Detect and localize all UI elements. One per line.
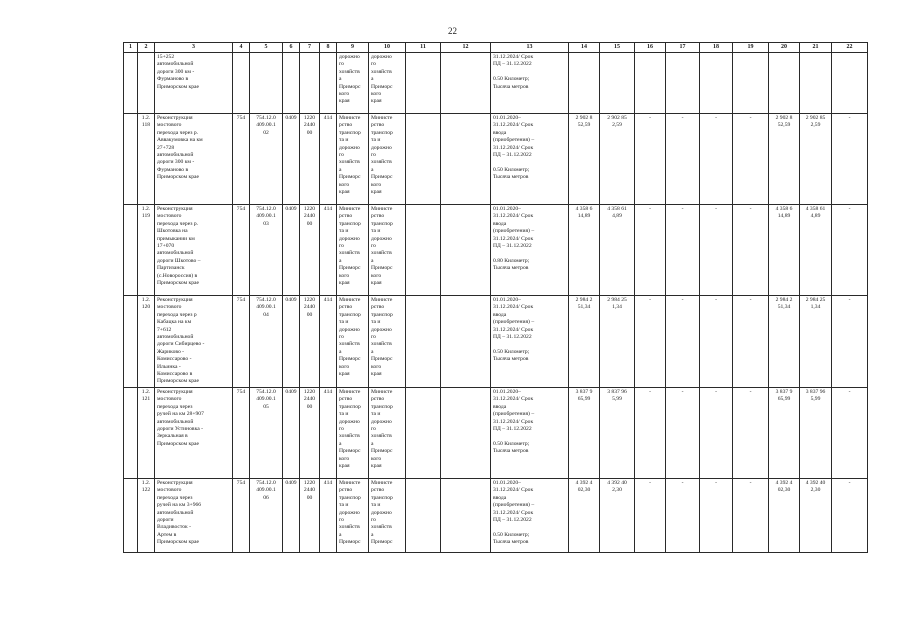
- table-cell-col-19: -: [733, 205, 769, 296]
- table-cell-col-3: Реконструкция мостового перехода через р. Аввакумовка на км 27+728 автомобильной дороги 300 км - Фурманово в Приморском крае: [155, 114, 233, 205]
- table-cell-col-7: 1220 2440 00: [300, 205, 320, 296]
- table-cell-col-10: дорожно го хозяйств а Приморс кого края: [369, 53, 406, 114]
- page-number: 22: [448, 26, 457, 36]
- table-cell-col-7: 1220 2440 00: [300, 296, 320, 388]
- table-cell-col-10: Министе рство транспор та и дорожно го хозяйств а Приморс кого края: [369, 205, 406, 296]
- table-cell-col-16: -: [635, 296, 666, 388]
- table-cell-col-22: -: [832, 296, 868, 388]
- table-cell-col-11: [406, 53, 441, 114]
- table-cell-col-17: [666, 53, 700, 114]
- table-cell-col-18: -: [700, 205, 733, 296]
- table-cell-col-7: 1220 2440 00: [300, 387, 320, 478]
- table-cell-col-15: 4 392 40 2,30: [600, 478, 635, 552]
- column-number-1: 1: [124, 43, 138, 53]
- table-cell-col-20: 4 358 6 14,89: [769, 205, 800, 296]
- table-cell-col-12: [441, 205, 491, 296]
- table-cell-col-4: 754: [233, 387, 250, 478]
- table-cell-col-12: [441, 296, 491, 388]
- table-cell-col-10: Министе рство транспор та и дорожно го хозяйств а Приморс: [369, 478, 406, 552]
- table-cell-col-18: -: [700, 478, 733, 552]
- table-cell-col-15: 2 984 25 1,34: [600, 296, 635, 388]
- table-row: [124, 53, 868, 114]
- table-cell-col-20: 2 984 2 51,34: [769, 296, 800, 388]
- table-cell-col-8: 414: [320, 387, 337, 478]
- table-cell-col-6: 0409: [283, 205, 300, 296]
- table-row: [124, 205, 868, 296]
- table-cell-col-12: [441, 53, 491, 114]
- table-cell-col-14: 3 837 9 65,99: [569, 387, 600, 478]
- table-cell-col-22: -: [832, 478, 868, 552]
- table-cell-col-6: 0409: [283, 296, 300, 388]
- table-cell-col-18: -: [700, 114, 733, 205]
- table-cell-col-17: -: [666, 478, 700, 552]
- table-cell-col-14: 4 358 6 14,89: [569, 205, 600, 296]
- table-cell-col-5: 754.12.0 409.00.1 03: [250, 205, 283, 296]
- column-number-5: 5: [250, 43, 283, 53]
- table-cell-col-13: 31.12.2024/ Срок ПД – 31.12.2022 0.50 Километр; Тысяча метров: [491, 53, 569, 114]
- table-cell-col-4: 754: [233, 205, 250, 296]
- table-cell-col-5: 754.12.0 409.00.1 06: [250, 478, 283, 552]
- table-cell-col-16: -: [635, 478, 666, 552]
- column-number-2: 2: [138, 43, 155, 53]
- table-cell-col-18: [700, 53, 733, 114]
- table-cell-col-22: -: [832, 114, 868, 205]
- column-number-12: 12: [441, 43, 491, 53]
- table-cell-col-9: Министе рство транспор та и дорожно го хозяйств а Приморс: [337, 478, 369, 552]
- column-number-13: 13: [491, 43, 569, 53]
- table-cell-col-3: Реконструкция мостового перехода через ручей на км 3+966 автомобильной дороги Владивосток - Артем в Приморском крае: [155, 478, 233, 552]
- register-table: [123, 42, 868, 553]
- table-cell-col-5: 754.12.0 409.00.1 04: [250, 296, 283, 388]
- table-cell-col-13: 01.01.2020– 31.12.2024/ Срок ввода (приобретения) – 31.12.2024/ Срок ПД – 31.12.2022 0.50 Километр; Тысяча метров: [491, 387, 569, 478]
- table-cell-col-15: 2 902 85 2,59: [600, 114, 635, 205]
- table-cell-col-13: 01.01.2020– 31.12.2024/ Срок ввода (приобретения) – 31.12.2024/ Срок ПД – 31.12.2022 0.50 Километр; Тысяча метров: [491, 296, 569, 388]
- table-cell-col-21: 4 392 40 2,30: [800, 478, 832, 552]
- column-number-11: 11: [406, 43, 441, 53]
- table-row: [124, 296, 868, 388]
- table-cell-col-5: 754.12.0 409.00.1 05: [250, 387, 283, 478]
- table-cell-col-13: 01.01.2020– 31.12.2024/ Срок ввода (приобретения) – 31.12.2024/ Срок ПД – 31.12.2022 0.80 Километр; Тысяча метров: [491, 205, 569, 296]
- column-number-18: 18: [700, 43, 733, 53]
- table-cell-col-19: -: [733, 296, 769, 388]
- table-cell-col-13: 01.01.2020– 31.12.2024/ Срок ввода (приобретения) – 31.12.2024/ Срок ПД – 31.12.2022 0.50 Километр; Тысяча метров: [491, 478, 569, 552]
- column-number-17: 17: [666, 43, 700, 53]
- column-number-6: 6: [283, 43, 300, 53]
- table-cell-col-18: -: [700, 296, 733, 388]
- table-cell-col-6: 0409: [283, 114, 300, 205]
- table-cell-col-6: 0409: [283, 478, 300, 552]
- table-cell-col-7: [300, 53, 320, 114]
- table-row: [124, 114, 868, 205]
- table-cell-col-8: 414: [320, 478, 337, 552]
- table-cell-col-8: [320, 53, 337, 114]
- table-cell-col-5: [250, 53, 283, 114]
- table-cell-col-11: [406, 387, 441, 478]
- table-cell-col-19: -: [733, 478, 769, 552]
- table-cell-col-1: [124, 114, 138, 205]
- table-cell-col-21: [800, 53, 832, 114]
- table-cell-col-14: 4 392 4 02,30: [569, 478, 600, 552]
- table-cell-col-11: [406, 114, 441, 205]
- table-cell-col-22: -: [832, 387, 868, 478]
- table-cell-col-16: -: [635, 114, 666, 205]
- table-cell-col-6: 0409: [283, 387, 300, 478]
- table-cell-col-2: 1.2. 119: [138, 205, 155, 296]
- table-cell-col-17: -: [666, 296, 700, 388]
- table-cell-col-1: [124, 296, 138, 388]
- table-cell-col-4: 754: [233, 478, 250, 552]
- column-number-14: 14: [569, 43, 600, 53]
- table-cell-col-4: 754: [233, 296, 250, 388]
- table-cell-col-22: [832, 53, 868, 114]
- table-cell-col-11: [406, 296, 441, 388]
- column-number-20: 20: [769, 43, 800, 53]
- table-cell-col-3: Реконструкция мостового перехода через р Кабацка на км 7+612 автомобильной дороги Сибирцево - Жариково - Комиссарово - Ильинка - Комиссарово в Приморском крае: [155, 296, 233, 388]
- table-cell-col-15: [600, 53, 635, 114]
- table-cell-col-2: 1.2. 121: [138, 387, 155, 478]
- table-cell-col-8: 414: [320, 114, 337, 205]
- table-cell-col-9: дорожно го хозяйств а Приморс кого края: [337, 53, 369, 114]
- table-cell-col-6: [283, 53, 300, 114]
- table-cell-col-2: [138, 53, 155, 114]
- column-number-7: 7: [300, 43, 320, 53]
- table-cell-col-14: 2 902 8 52,59: [569, 114, 600, 205]
- table-cell-col-20: 2 902 8 52,59: [769, 114, 800, 205]
- table-cell-col-4: 754: [233, 114, 250, 205]
- column-number-22: 22: [832, 43, 868, 53]
- table-cell-col-4: [233, 53, 250, 114]
- table-cell-col-10: Министе рство транспор та и дорожно го хозяйств а Приморс кого края: [369, 296, 406, 388]
- table-cell-col-22: -: [832, 205, 868, 296]
- column-number-8: 8: [320, 43, 337, 53]
- table-cell-col-16: -: [635, 387, 666, 478]
- column-number-header-row: [124, 43, 868, 53]
- table-cell-col-19: -: [733, 387, 769, 478]
- table-cell-col-15: 4 358 61 4,89: [600, 205, 635, 296]
- table-row: [124, 387, 868, 478]
- table-cell-col-8: 414: [320, 205, 337, 296]
- column-number-15: 15: [600, 43, 635, 53]
- table-cell-col-12: [441, 387, 491, 478]
- table-cell-col-1: [124, 205, 138, 296]
- table-cell-col-3: Реконструкция мостового перехода через ручей на км 28+907 автомобильной дороги Устиновка - Зеркальная в Приморском крае: [155, 387, 233, 478]
- table-cell-col-20: 3 837 9 65,99: [769, 387, 800, 478]
- table-cell-col-2: 1.2. 120: [138, 296, 155, 388]
- table-cell-col-3: 15+252 автомобильной дороги 300 км - Фурманово в Приморском крае: [155, 53, 233, 114]
- table-cell-col-10: Министе рство транспор та и дорожно го хозяйств а Приморс кого края: [369, 114, 406, 205]
- column-number-21: 21: [800, 43, 832, 53]
- table-row: [124, 478, 868, 552]
- table-cell-col-11: [406, 478, 441, 552]
- table-cell-col-21: 2 984 25 1,34: [800, 296, 832, 388]
- table-cell-col-11: [406, 205, 441, 296]
- table-cell-col-14: 2 984 2 51,34: [569, 296, 600, 388]
- table-cell-col-19: [733, 53, 769, 114]
- table-cell-col-7: 1220 2440 00: [300, 478, 320, 552]
- table-cell-col-1: [124, 53, 138, 114]
- column-number-3: 3: [155, 43, 233, 53]
- table-cell-col-17: -: [666, 205, 700, 296]
- table-cell-col-21: 2 902 85 2,59: [800, 114, 832, 205]
- table-cell-col-2: 1.2. 122: [138, 478, 155, 552]
- column-number-4: 4: [233, 43, 250, 53]
- table-cell-col-8: 414: [320, 296, 337, 388]
- table-cell-col-3: Реконструкция мостового перехода через р. Шкотовка на примыкании км 17+070 автомобильной дороги Шкотово – Партизанск (с.Новороссия) в Приморском крае: [155, 205, 233, 296]
- table-cell-col-18: -: [700, 387, 733, 478]
- table-cell-col-17: -: [666, 387, 700, 478]
- table-cell-col-13: 01.01.2020– 31.12.2024/ Срок ввода (приобретения) – 31.12.2024/ Срок ПД – 31.12.2022 0.50 Километр; Тысяча метров: [491, 114, 569, 205]
- table-cell-col-2: 1.2. 118: [138, 114, 155, 205]
- table-cell-col-1: [124, 387, 138, 478]
- table-cell-col-17: -: [666, 114, 700, 205]
- table-cell-col-7: 1220 2440 00: [300, 114, 320, 205]
- column-number-10: 10: [369, 43, 406, 53]
- table-cell-col-20: 4 392 4 02,30: [769, 478, 800, 552]
- table-cell-col-19: -: [733, 114, 769, 205]
- table-cell-col-9: Министе рство транспор та и дорожно го хозяйств а Приморс кого края: [337, 387, 369, 478]
- table-cell-col-10: Министе рство транспор та и дорожно го хозяйств а Приморс кого края: [369, 387, 406, 478]
- table-cell-col-12: [441, 478, 491, 552]
- table-cell-col-15: 3 837 96 5,99: [600, 387, 635, 478]
- table-cell-col-9: Министе рство транспор та и дорожно го хозяйств а Приморс кого края: [337, 114, 369, 205]
- table-cell-col-12: [441, 114, 491, 205]
- table-cell-col-20: [769, 53, 800, 114]
- column-number-19: 19: [733, 43, 769, 53]
- table-cell-col-9: Министе рство транспор та и дорожно го хозяйств а Приморс кого края: [337, 205, 369, 296]
- table-cell-col-21: 3 837 96 5,99: [800, 387, 832, 478]
- column-number-16: 16: [635, 43, 666, 53]
- table-cell-col-21: 4 358 61 4,89: [800, 205, 832, 296]
- table-cell-col-16: -: [635, 205, 666, 296]
- table-cell-col-1: [124, 478, 138, 552]
- table-cell-col-5: 754.12.0 409.00.1 02: [250, 114, 283, 205]
- table-cell-col-14: [569, 53, 600, 114]
- table-cell-col-16: [635, 53, 666, 114]
- column-number-9: 9: [337, 43, 369, 53]
- table-cell-col-9: Министе рство транспор та и дорожно го хозяйств а Приморс кого края: [337, 296, 369, 388]
